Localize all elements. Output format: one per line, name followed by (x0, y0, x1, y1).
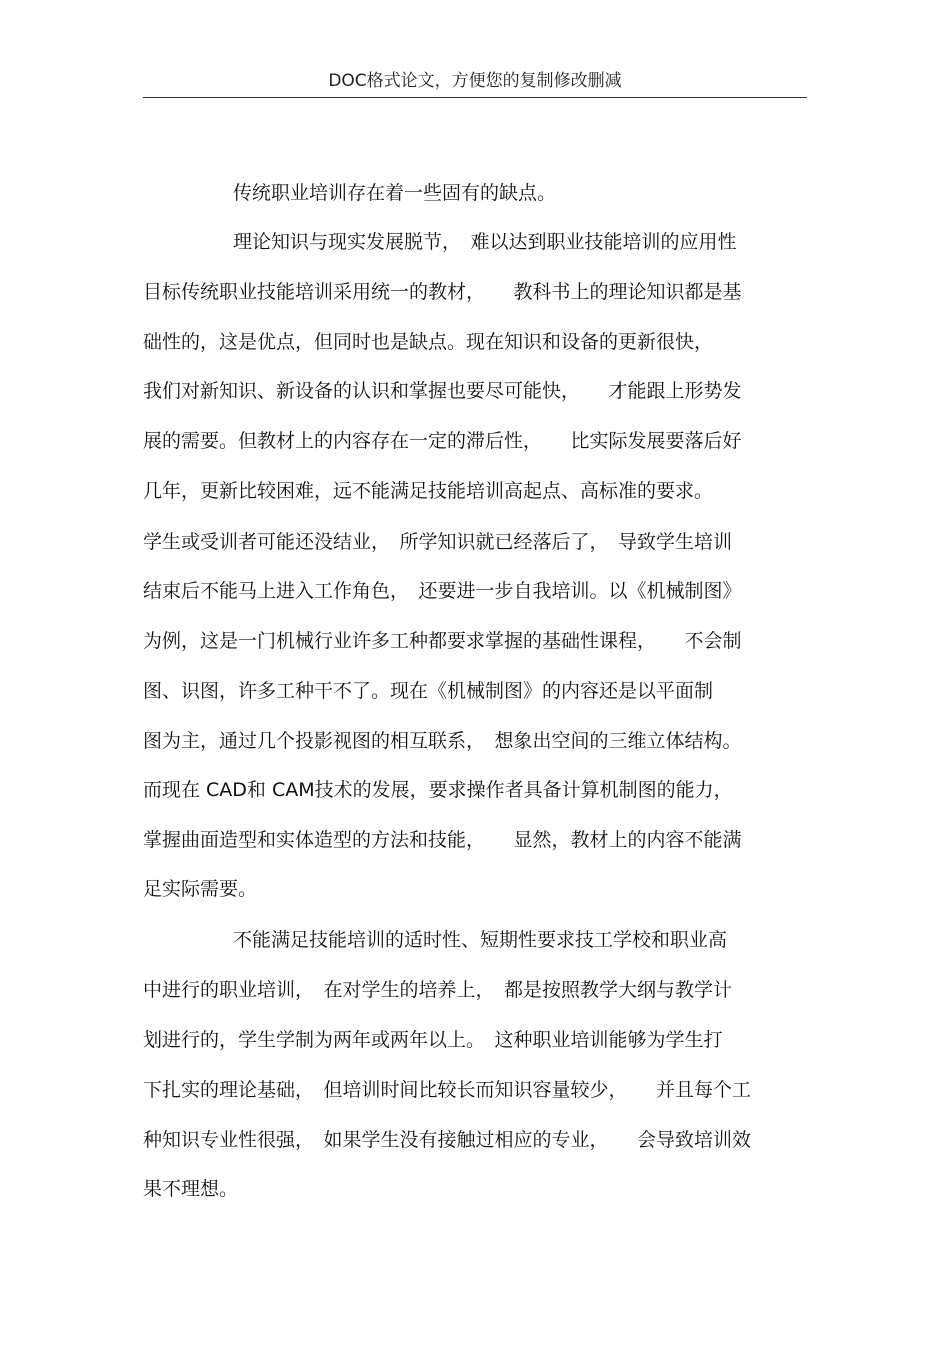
paragraph-line: 传统职业培训存在着一些固有的缺点。 (233, 182, 557, 204)
paragraph-line: 我们对新知识、新设备的认识和掌握也要尽可能快， 才能跟上形势发 (143, 380, 742, 402)
paragraph-line: 掌握曲面造型和实体造型的方法和技能， 显然，教材上的内容不能满 (143, 829, 742, 851)
paragraph-line: 为例，这是一门机械行业许多工种都要求掌握的基础性课程， 不会制 (143, 630, 742, 652)
paragraph-line: 础性的，这是优点，但同时也是缺点。现在知识和设备的更新很快， (143, 331, 714, 353)
paragraph-line: 足实际需要。 (143, 878, 258, 900)
paragraph-line: 种知识专业性很强， 如果学生没有接触过相应的专业， 会导致培训效 (143, 1129, 752, 1151)
paragraph-line: 划进行的，学生学制为两年或两年以上。 这种职业培训能够为学生打 (143, 1029, 723, 1051)
paragraph-line: 而现在 CAD和 CAM技术的发展，要求操作者具备计算机制图的能力， (143, 779, 733, 801)
header-divider (143, 97, 807, 98)
paragraph-line: 几年，更新比较困难，远不能满足技能培训高起点、高标准的要求。 (143, 480, 714, 502)
paragraph-line: 理论知识与现实发展脱节， 难以达到职业技能培训的应用性 (233, 231, 737, 253)
paragraph-line: 学生或受训者可能还没结业， 所学知识就已经落后了， 导致学生培训 (143, 531, 733, 553)
paragraph-line: 图、识图，许多工种干不了。现在《机械制图》的内容还是以平面制 (143, 680, 714, 702)
paragraph-line: 不能满足技能培训的适时性、短期性要求技工学校和职业高 (233, 929, 728, 951)
paragraph-line: 结束后不能马上进入工作角色， 还要进一步自我培训。以《机械制图》 (143, 580, 742, 602)
page-header: DOC格式论文，方便您的复制修改删减 (328, 71, 622, 91)
paragraph-line: 中进行的职业培训， 在对学生的培养上， 都是按照教学大纲与教学计 (143, 979, 733, 1001)
paragraph-line: 果不理想。 (143, 1178, 239, 1200)
paragraph-line: 目标传统职业技能培训采用统一的教材， 教科书上的理论知识都是基 (143, 281, 742, 303)
paragraph-line: 下扎实的理论基础， 但培训时间比较长而知识容量较少， 并且每个工 (143, 1079, 752, 1101)
paragraph-line: 图为主，通过几个投影视图的相互联系， 想象出空间的三维立体结构。 (143, 730, 742, 752)
paragraph-line: 展的需要。但教材上的内容存在一定的滞后性， 比实际发展要落后好 (143, 430, 742, 452)
